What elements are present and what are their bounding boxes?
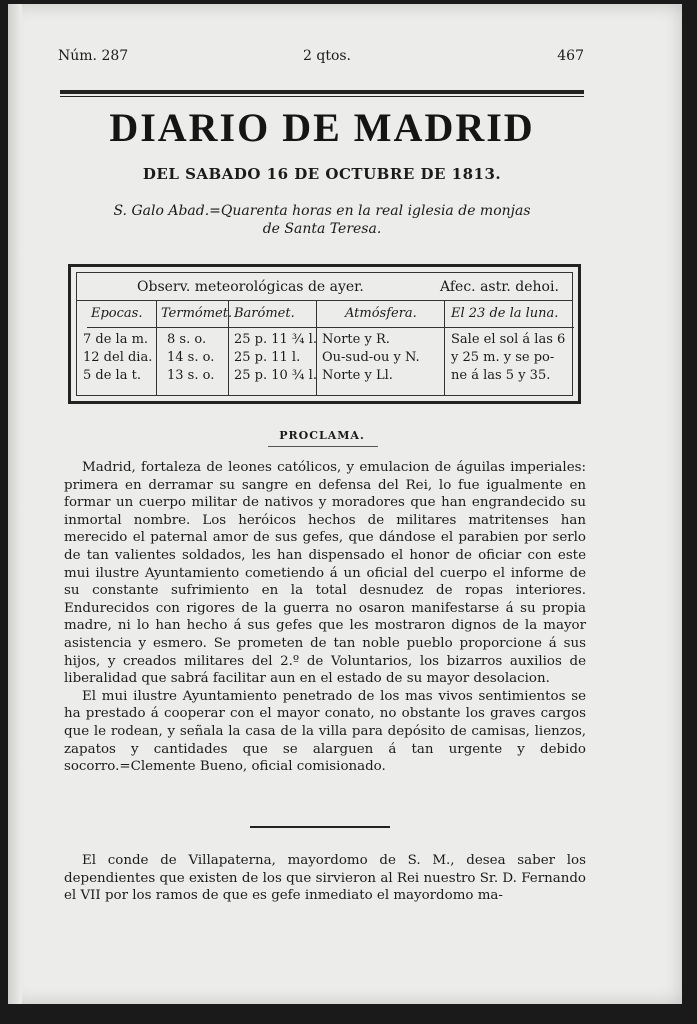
weather-row-atmos: Ou-sud-ou y N. — [322, 350, 420, 365]
weather-table-inner — [76, 272, 573, 396]
col-barometro: Barómet. — [234, 306, 295, 321]
weather-row-baro: 25 p. 11 ¾ l. — [234, 332, 317, 347]
proclama-paragraph-2: El mui ilustre Ayuntamiento penetrado de los mas vivos sentimientos se ha prestado á cooperar con el mayor conato, no obstante los graves cargos que le rodean, y señala la casa de la villa para depósito de camisas, lienzos, zapatos y cantidades que se alarguen á tan urgente y debido socorro.=Clemente Bueno, oficial comisionado. — [64, 688, 586, 775]
masthead-rule-thin — [60, 96, 584, 97]
weather-row-epoca: 5 de la t. — [83, 368, 141, 383]
notice-paragraph-1: El conde de Villapaterna, mayordomo de S. M., desea saber los dependientes que existen de los que sirvieron al Rei nuestro Sr. D. Fernando el VII por los ramos de que es gefe inmediato el mayordomo ma- — [64, 853, 586, 904]
col-epocas: Epocas. — [91, 306, 143, 321]
weather-row-epoca: 7 de la m. — [83, 332, 149, 347]
astro-heading: Afec. astr. dehoi. — [440, 279, 559, 295]
weather-row-termo: 13 s. o. — [167, 368, 215, 383]
saint-line-1: S. Galo Abad.=Quarenta horas en la real iglesia de monjas — [113, 203, 531, 219]
weather-rule-2 — [87, 327, 453, 328]
masthead-rule-thick — [60, 90, 584, 94]
proclama-paragraph-1: Madrid, fortaleza de leones católicos, y emulacion de águilas imperiales: primera en derramar su sangre en defensa del Rei, lo fue igualmente en formar un cuerpo militar de nativos y moradores que han engrandecido su inmortal nombre. Los heróicos hechos de militares matritenses han merecido el paternal amor de sus gefes, que dándose el parabien por serlo de tan valientes soldados, les han dispensado el honor de oficiar con este mui ilustre Ayuntamiento cometiendo á un oficial del cuerpo el informe de su constante sufrimiento en la total desnudez de ropas interiores. Endurecidos con rigores de la guerra no osaron manifestarse á su propia madre, ni lo han hecho á sus gefes que les mostraron dignos de la mayor asistencia y esmero. Se prometen de tan noble pueblo proporcione á sus hijos, y creados militares del 2.º de Voluntarios, los bizarros auxilios de liberalidad que sabrá facilitar aun en el estado de su mayor desolacion. — [64, 460, 586, 687]
section-separator — [250, 826, 390, 828]
weather-rule-3 — [449, 327, 574, 328]
col-luna: El 23 de la luna. — [451, 306, 559, 321]
weather-col-divider — [156, 300, 157, 395]
weather-heading: Observ. meteorológicas de ayer. — [137, 279, 364, 295]
proclama-heading: PROCLAMA. — [279, 429, 365, 442]
weather-rule-1 — [77, 300, 572, 301]
newspaper-title: DIARIO DE MADRID — [109, 105, 535, 150]
saint-line-2: de Santa Teresa. — [262, 221, 382, 237]
header-line — [58, 48, 584, 66]
weather-table — [68, 264, 581, 404]
weather-row-termo: 14 s. o. — [167, 350, 215, 365]
issue-number: Núm. 287 — [58, 48, 129, 64]
col-atmosfera: Atmósfera. — [345, 306, 417, 321]
issue-date: DEL SABADO 16 DE OCTUBRE DE 1813. — [142, 165, 502, 183]
notice-body — [64, 852, 586, 905]
proclama-body — [64, 459, 586, 776]
page-edge-shadow — [8, 4, 22, 1004]
weather-row-epoca: 12 del dia. — [83, 350, 153, 365]
weather-row-baro: 25 p. 10 ¾ l. — [234, 368, 317, 383]
saint-of-day — [60, 202, 584, 238]
col-termometro: Termómet. — [161, 306, 233, 321]
weather-row-atmos: Norte y Ll. — [322, 368, 393, 383]
astro-line: ne á las 5 y 35. — [451, 368, 551, 383]
weather-col-divider — [444, 300, 445, 395]
page-number: 467 — [557, 48, 584, 64]
weather-row-termo: 8 s. o. — [167, 332, 207, 347]
astro-line: Sale el sol á las 6 — [451, 332, 566, 347]
astro-line: y 25 m. y se po- — [451, 350, 555, 365]
weather-row-baro: 25 p. 11 l. — [234, 350, 301, 365]
weather-row-atmos: Norte y R. — [322, 332, 390, 347]
issue-price: 2 qtos. — [303, 48, 352, 64]
newspaper-page — [8, 4, 682, 1004]
proclama-rule — [268, 446, 378, 447]
